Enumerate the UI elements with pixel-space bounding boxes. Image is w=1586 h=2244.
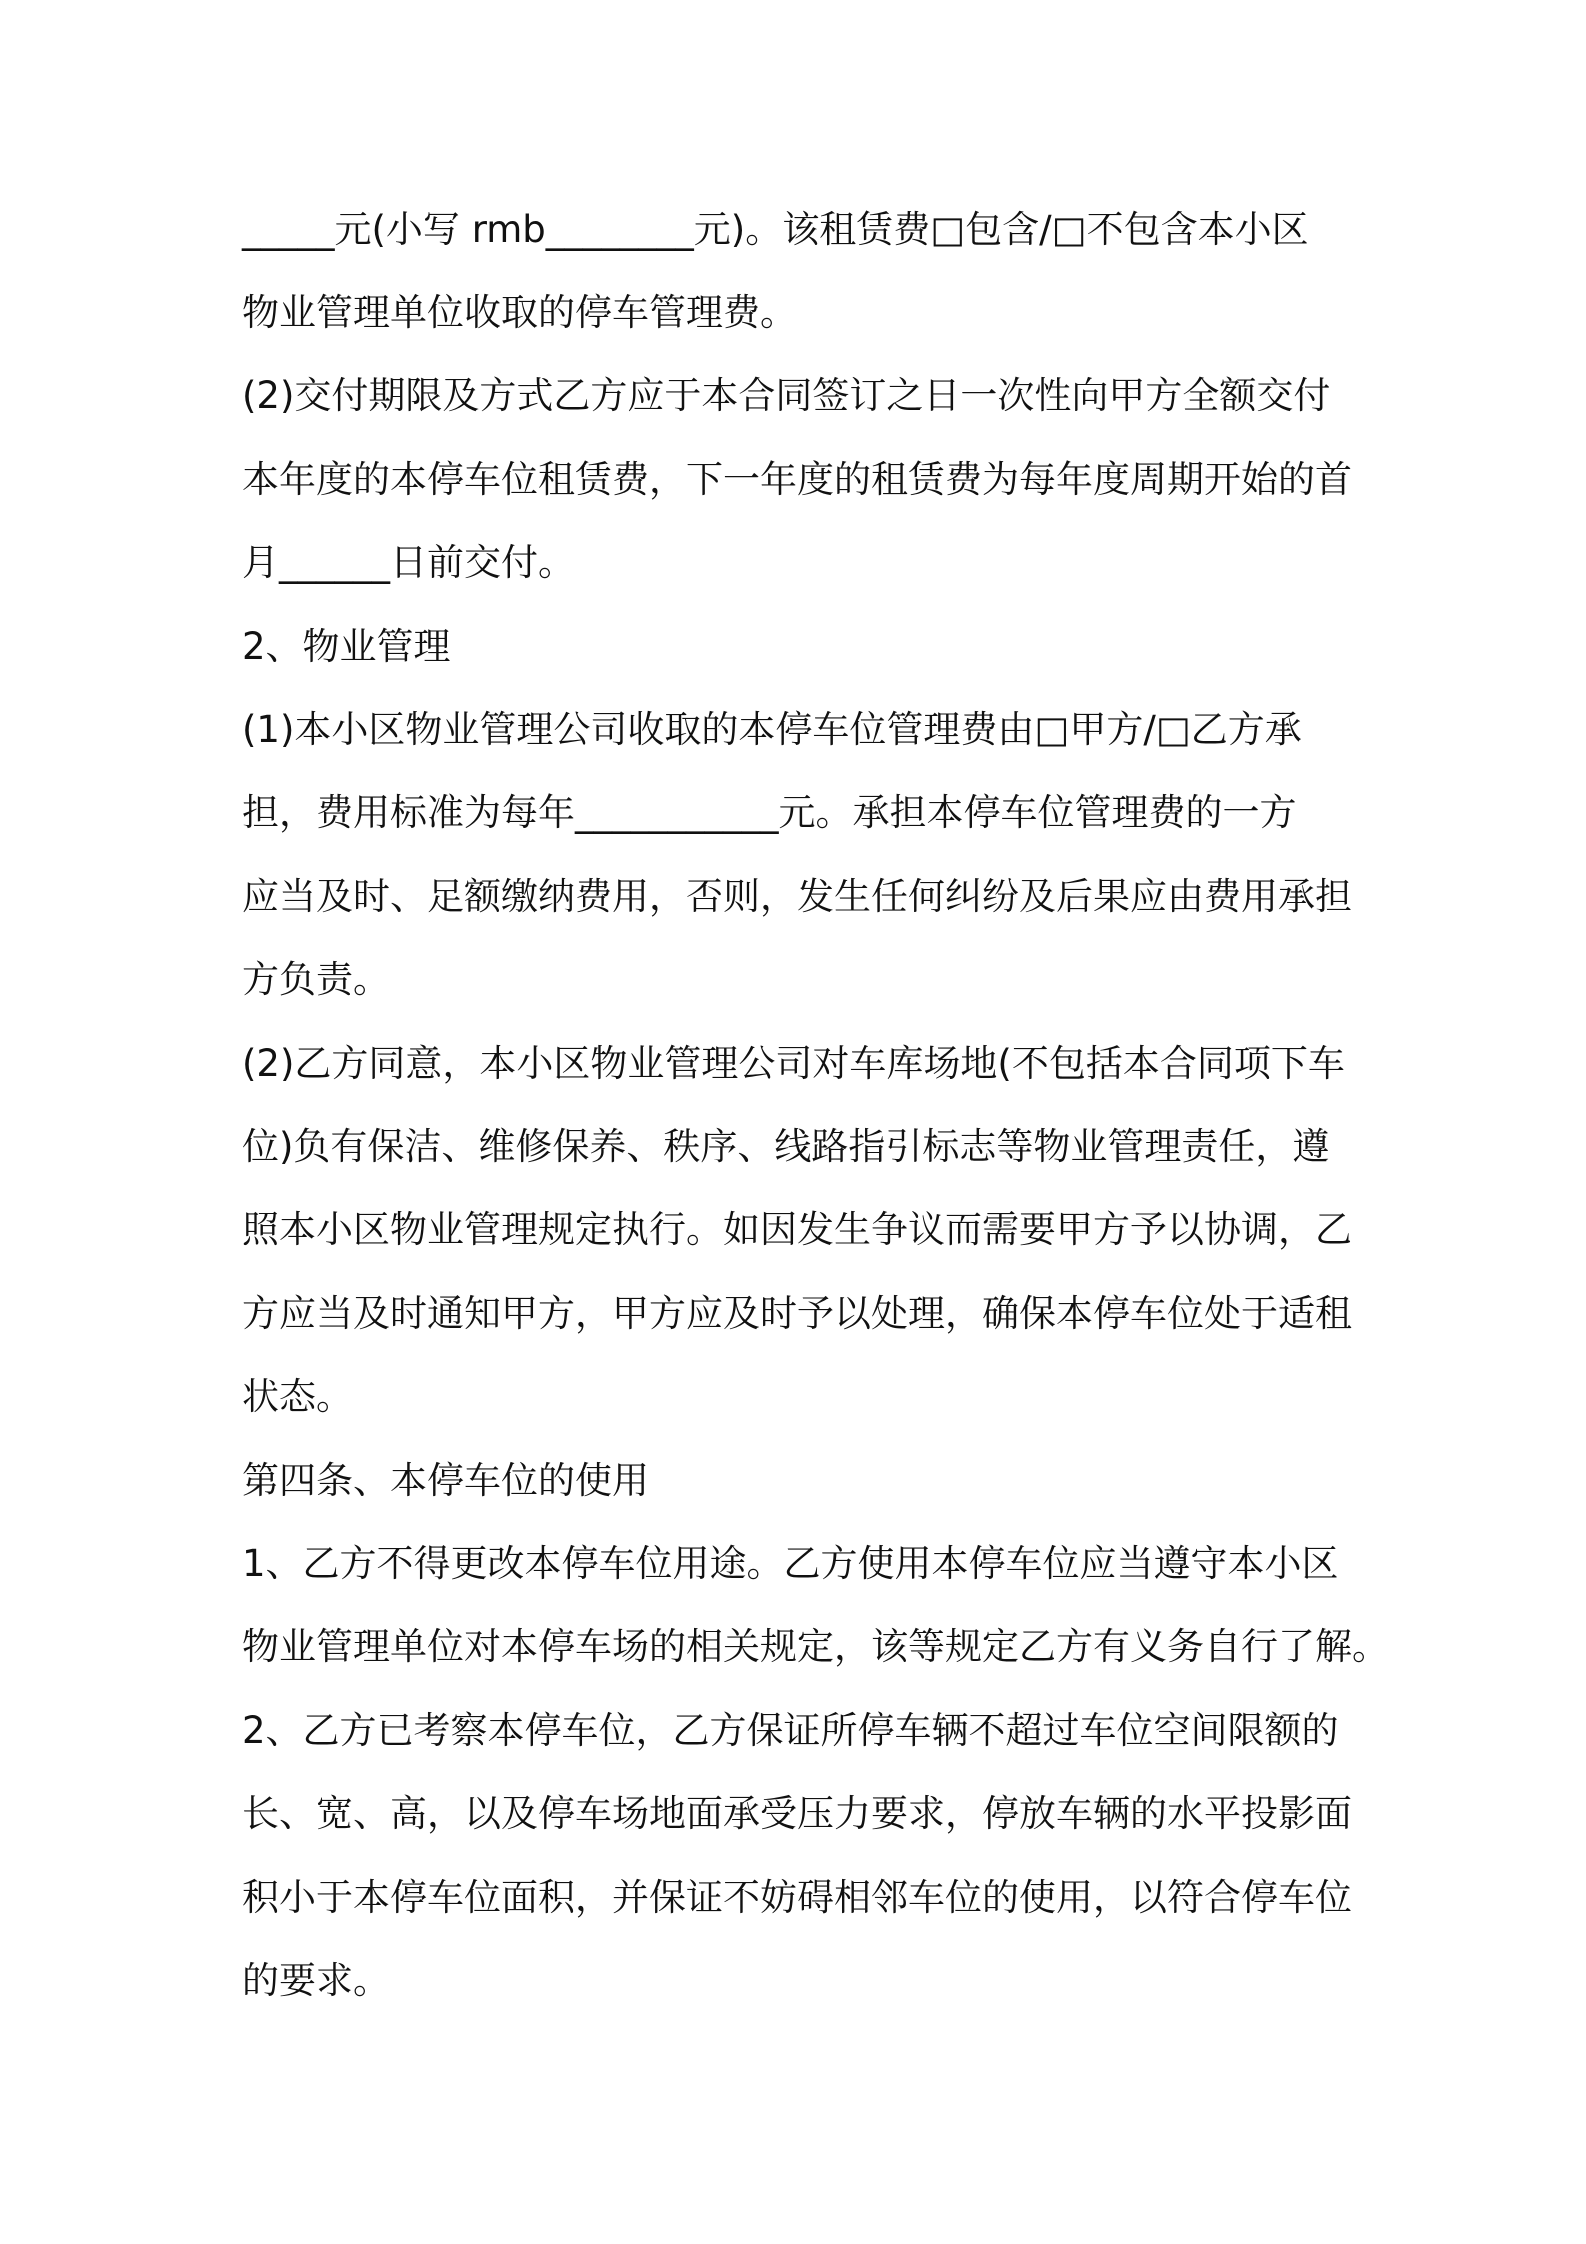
text-line: 月______日前交付。: [242, 541, 575, 584]
text-line: 应当及时、足额缴纳费用，否则，发生任何纠纷及后果应由费用承担: [242, 875, 1352, 918]
text-line: 物业管理单位收取的停车管理费。: [242, 291, 797, 334]
text-line: 1、乙方不得更改本停车位用途。乙方使用本停车位应当遵守本小区: [242, 1542, 1339, 1585]
text-line: _____元(小写 rmb________元)。该租赁费□包含/□不包含本小区: [242, 208, 1309, 251]
text-line: (1)本小区物业管理公司收取的本停车位管理费由□甲方/□乙方承: [242, 708, 1302, 751]
text-line: 位)负有保洁、维修保养、秩序、线路指引标志等物业管理责任，遵: [242, 1125, 1330, 1168]
text-line: (2)交付期限及方式乙方应于本合同签订之日一次性向甲方全额交付: [242, 374, 1331, 417]
text-line: 本年度的本停车位租赁费，下一年度的租赁费为每年度周期开始的首: [242, 458, 1352, 501]
text-line: 方负责。: [242, 958, 390, 1001]
text-line: 积小于本停车位面积，并保证不妨碍相邻车位的使用，以符合停车位: [242, 1876, 1352, 1919]
text-line: 2、乙方已考察本停车位，乙方保证所停车辆不超过车位空间限额的: [242, 1709, 1339, 1752]
text-line: 物业管理单位对本停车场的相关规定，该等规定乙方有义务自行了解。: [242, 1625, 1389, 1668]
text-line: (2)乙方同意，本小区物业管理公司对车库场地(不包括本合同项下车: [242, 1042, 1345, 1085]
text-line: 照本小区物业管理规定执行。如因发生争议而需要甲方予以协调，乙: [242, 1208, 1352, 1251]
text-line: 担，费用标准为每年___________元。承担本停车位管理费的一方: [242, 791, 1297, 834]
text-line: 长、宽、高，以及停车场地面承受压力要求，停放车辆的水平投影面: [242, 1792, 1352, 1835]
section-heading: 2、物业管理: [242, 625, 451, 668]
text-line: 的要求。: [242, 1959, 390, 2002]
article-heading: 第四条、本停车位的使用: [242, 1459, 649, 1502]
text-line: 方应当及时通知甲方，甲方应及时予以处理，确保本停车位处于适租: [242, 1292, 1352, 1335]
text-line: 状态。: [242, 1375, 353, 1418]
